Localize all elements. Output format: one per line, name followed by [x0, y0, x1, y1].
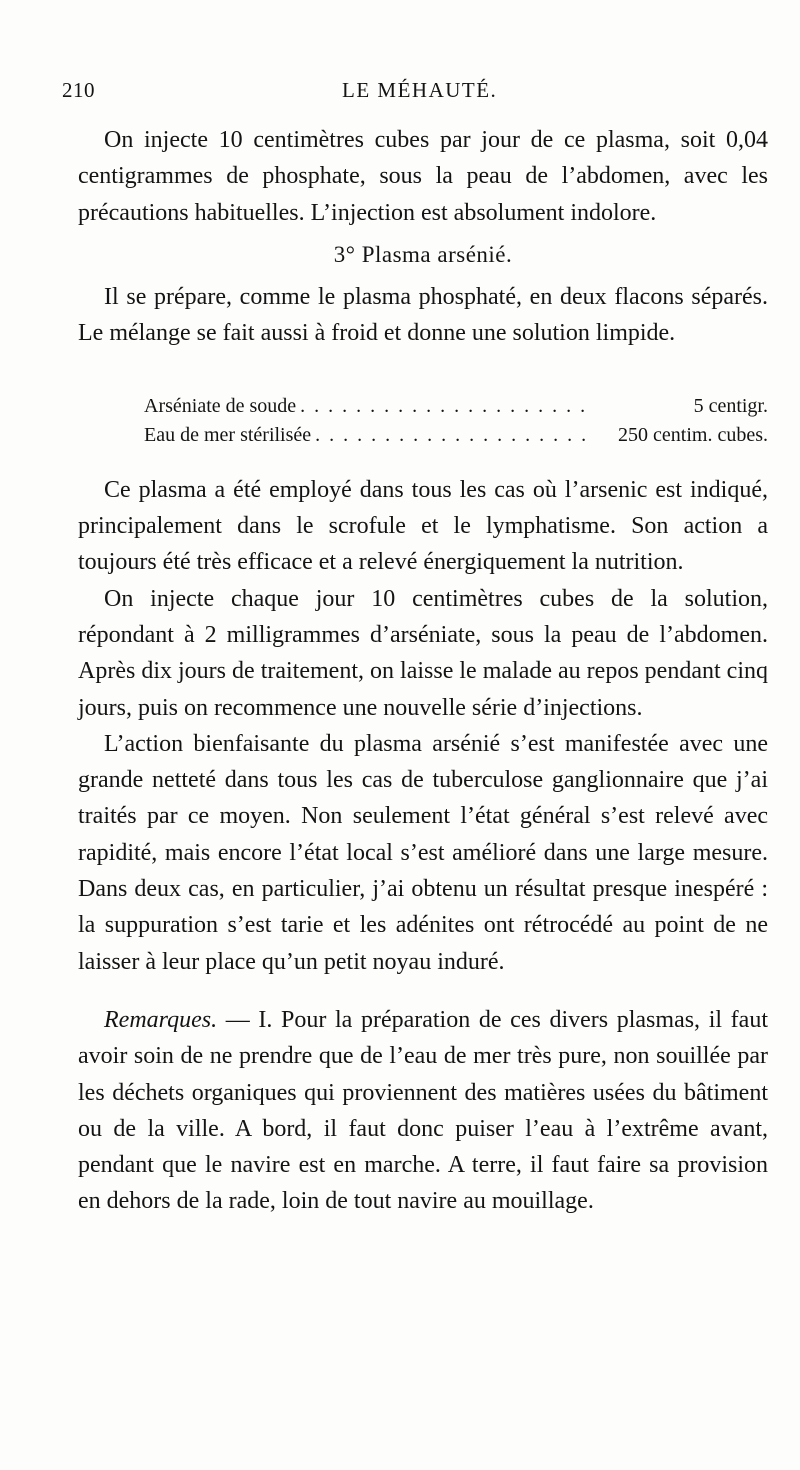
remarks-text: — I. Pour la préparation de ces divers plasmas, il faut avoir soin de ne prendre que de l’eau de mer très pure, non souillée par les déchets organiques qui proviennent des matières usées du bâtiment ou de la ville. A bord, il faut donc puiser l’eau à l’extrême avant, pendant que le navire est en marche. A terre, il faut faire sa provision en dehors de la rade, loin de tout navire au mouillage.	[78, 1006, 768, 1215]
formula-quantity: 5 centigr.	[693, 394, 768, 417]
paragraph-preparation: Il se prépare, comme le plasma phosphaté, en deux flacons séparés. Le mélange se fait aussi à froid et donne une solution limpide.	[78, 284, 768, 347]
paragraph-remarks	[78, 1002, 768, 1220]
formula-row	[144, 421, 768, 450]
leader-dots	[315, 421, 594, 450]
remarks-label: Remarques.	[104, 1006, 218, 1033]
paragraph-results: L’action bienfaisante du plasma arsénié s’est manifestée avec une grande netteté dans tous les cas de tuberculose ganglionnaire que j’ai traités par ce moyen. Non seulement l’état général s’est relevé avec rapidité, mais encore l’état local s’est amélioré dans une large mesure. Dans deux cas, en particulier, j’ai obtenu un résultat presque inespéré : la suppuration s’est tarie et les adénites ont rétrocédé au point de ne laisser à leur place qu’un petit noyau induré.	[78, 730, 768, 975]
paragraph-dosage: On injecte chaque jour 10 centimètres cubes de la solution, répondant à 2 milligrammes d’arséniate, sous la peau de l’abdomen. Après dix jours de traitement, on laisse le malade au repos pendant cinq jours, puis on recommence une nouvelle série d’injections.	[78, 585, 768, 721]
paragraph-usage: Ce plasma a été employé dans tous les cas où l’arsenic est indiqué, principalement dans le scrofule et le lymphatisme. Son action a toujours été très efficace et a relevé énergiquement la nutrition.	[78, 476, 768, 576]
page-number: 210	[62, 78, 95, 102]
page-body	[78, 122, 768, 1220]
formula-table	[78, 392, 768, 450]
section-heading	[78, 237, 768, 273]
page-header	[62, 78, 742, 108]
leader-dots	[300, 392, 594, 421]
formula-ingredient: Eau de mer stérilisée	[144, 423, 312, 446]
paragraph-injection-phosphate: On injecte 10 centimètres cubes par jour de ce plasma, soit 0,04 centigrammes de phosphate, sous la peau de l’abdomen, avec les précautions habituelles. L’injection est absolument indolore.	[78, 127, 768, 226]
section-title: Plasma arsénié.	[361, 241, 513, 267]
formula-row	[144, 392, 768, 421]
formula-ingredient: Arséniate de soude	[144, 394, 297, 417]
running-head: LE MÉHAUTÉ.	[342, 78, 498, 102]
formula-quantity: 250 centim. cubes.	[618, 423, 768, 446]
section-number: 3°	[333, 241, 356, 267]
